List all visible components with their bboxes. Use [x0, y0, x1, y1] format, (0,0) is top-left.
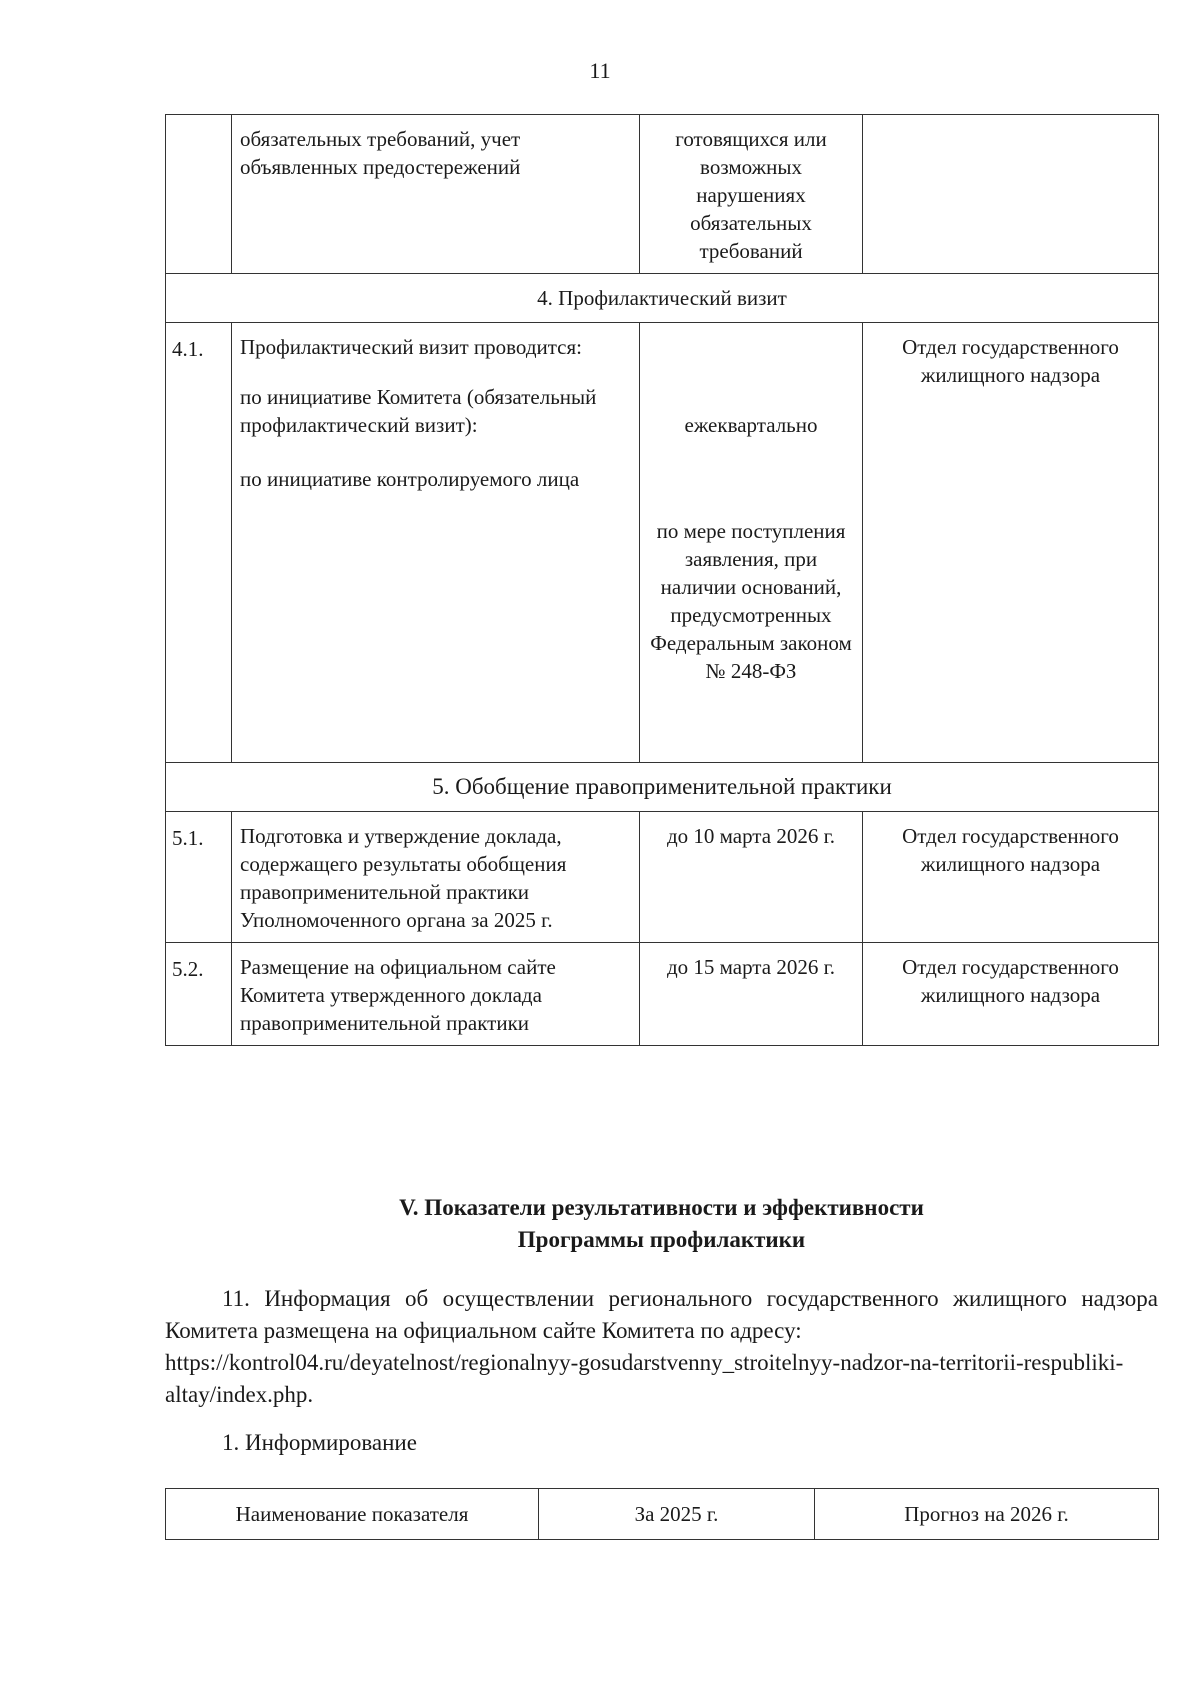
- table-row-5-1: [166, 812, 1159, 943]
- section-heading-line1: V. Показатели результативности и эффективности: [399, 1195, 924, 1220]
- cell-num: 5.1.: [166, 812, 232, 943]
- cell-period: [640, 323, 863, 763]
- visit-controlled-initiative: по инициативе контролируемого лица: [240, 467, 580, 491]
- cell-period: до 15 марта 2026 г.: [640, 943, 863, 1046]
- cell-period: готовящихся или возможных нарушениях обязательных требований: [640, 115, 863, 274]
- cell-num: [166, 115, 232, 274]
- period-quarterly: ежеквартально: [684, 413, 818, 437]
- info-url: https://kontrol04.ru/deyatelnost/regionalnyy-gosudarstvenny_stroitelnyy-nadzor-na-territorii-respubliki-altay/index.php.: [165, 1350, 1124, 1407]
- cell-num: 4.1.: [166, 323, 232, 763]
- cell-measure: Подготовка и утверждение доклада, содержащего результаты обобщения правоприменительной практики Уполномоченного органа за 2025 г.: [232, 812, 640, 943]
- table-row-continuation: [166, 115, 1159, 274]
- cell-responsible: Отдел государственного жилищного надзора: [863, 812, 1159, 943]
- visit-intro: Профилактический визит проводится:: [240, 335, 582, 359]
- section-title-4: 4. Профилактический визит: [166, 274, 1159, 323]
- indicators-table: [165, 1488, 1159, 1540]
- table-row-5-2: [166, 943, 1159, 1046]
- cell-responsible: [863, 115, 1159, 274]
- subheading-informing: 1. Информирование: [222, 1430, 417, 1455]
- cell-responsible: Отдел государственного жилищного надзора: [863, 943, 1159, 1046]
- period-on-request: по мере поступления заявления, при наличии оснований, предусмотренных Федеральным законом № 248-ФЗ: [650, 519, 852, 683]
- header-2025: За 2025 г.: [539, 1489, 815, 1540]
- table-row-4-1: [166, 323, 1159, 763]
- page-number: 11: [589, 58, 611, 83]
- plan-table: [165, 114, 1159, 1046]
- cell-measure: [232, 323, 640, 763]
- section-heading-line2: Программы профилактики: [517, 1227, 806, 1252]
- section-title-5: 5. Обобщение правоприменительной практики: [166, 763, 1159, 812]
- info-paragraph-text: 11. Информация об осуществлении регионального государственного жилищного надзора Комитета размещена на официальном сайте Комитета по адресу:: [165, 1286, 1158, 1343]
- cell-responsible: Отдел государственного жилищного надзора: [863, 323, 1159, 763]
- cell-num: 5.2.: [166, 943, 232, 1046]
- section-heading: [165, 1192, 1158, 1256]
- cell-measure: Размещение на официальном сайте Комитета утвержденного доклада правоприменительной практики: [232, 943, 640, 1046]
- header-indicator-name: Наименование показателя: [166, 1489, 539, 1540]
- visit-committee-initiative: по инициативе Комитета (обязательный профилактический визит):: [240, 385, 597, 437]
- section-row-4: [166, 274, 1159, 323]
- info-paragraph: [165, 1283, 1158, 1411]
- cell-period: до 10 марта 2026 г.: [640, 812, 863, 943]
- cell-measure: обязательных требований, учет объявленных предостережений: [232, 115, 640, 274]
- section-row-5: [166, 763, 1159, 812]
- header-forecast-2026: Прогноз на 2026 г.: [815, 1489, 1159, 1540]
- indicators-header-row: [166, 1489, 1159, 1540]
